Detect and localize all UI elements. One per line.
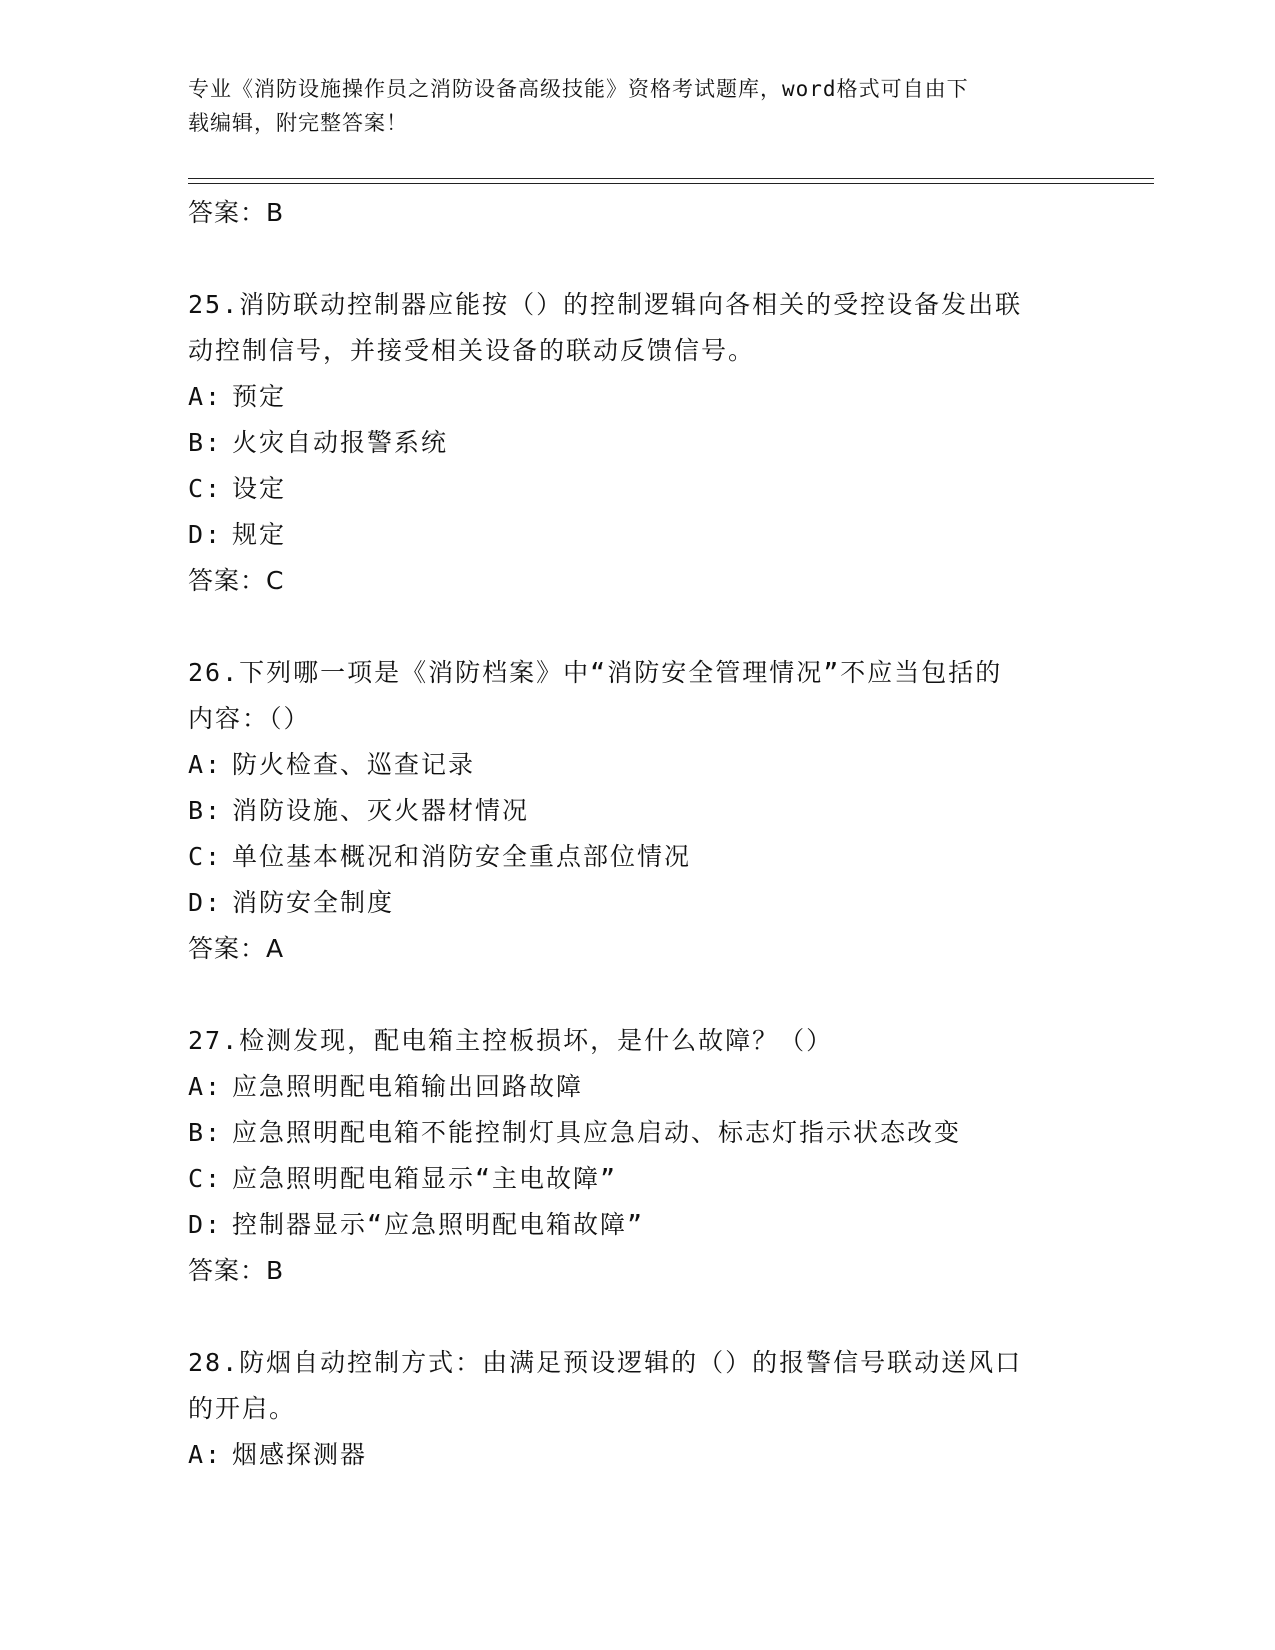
question-answer: 答案：C	[188, 566, 285, 595]
option-letter: A:	[188, 1440, 223, 1469]
option-text: 控制器显示“应急照明配电箱故障”	[232, 1210, 645, 1239]
option-text: 单位基本概况和消防安全重点部位情况	[232, 842, 692, 871]
option-letter: D:	[188, 520, 223, 549]
spacer	[188, 1294, 1088, 1340]
question-stem-line-1: 26.下列哪一项是《消防档案》中“消防安全管理情况”不应当包括的	[188, 658, 1003, 687]
header-line-2: 载编辑，附完整答案！	[188, 111, 408, 135]
option-c	[188, 1156, 1088, 1202]
question-stem-line-1: 27.检测发现，配电箱主控板损坏，是什么故障？（）	[188, 1026, 834, 1055]
spacer	[188, 972, 1088, 1018]
option-letter: D:	[188, 888, 223, 917]
question-stem-line-2: 内容：（）	[188, 704, 311, 733]
option-d	[188, 1202, 1088, 1248]
option-d	[188, 880, 1088, 926]
option-a	[188, 1064, 1088, 1110]
option-b	[188, 420, 1088, 466]
question-answer: 答案：A	[188, 934, 285, 963]
option-letter: B:	[188, 428, 223, 457]
option-c	[188, 466, 1088, 512]
option-a	[188, 374, 1088, 420]
document-header	[188, 72, 1068, 140]
question-28	[188, 1340, 1088, 1478]
question-stem-line-1: 25.消防联动控制器应能按（）的控制逻辑向各相关的受控设备发出联	[188, 290, 1023, 319]
option-a	[188, 1432, 1088, 1478]
option-b	[188, 788, 1088, 834]
option-letter: D:	[188, 1210, 223, 1239]
header-line-1: 专业《消防设施操作员之消防设备高级技能》资格考试题库，word格式可自由下	[188, 77, 969, 101]
option-letter: A:	[188, 750, 223, 779]
header-divider-bottom	[188, 183, 1154, 184]
option-letter: B:	[188, 1118, 223, 1147]
option-letter: B:	[188, 796, 223, 825]
question-25	[188, 282, 1088, 604]
option-text: 设定	[232, 474, 287, 503]
question-stem-line-1: 28.防烟自动控制方式：由满足预设逻辑的（）的报警信号联动送风口	[188, 1348, 1023, 1377]
spacer	[188, 604, 1088, 650]
question-answer: 答案：B	[188, 1256, 285, 1285]
spacer	[188, 236, 1088, 282]
option-b	[188, 1110, 1088, 1156]
option-a	[188, 742, 1088, 788]
option-text: 消防安全制度	[232, 888, 395, 917]
option-text: 防火检查、巡查记录	[232, 750, 476, 779]
option-c	[188, 834, 1088, 880]
question-stem-line-2: 动控制信号，并接受相关设备的联动反馈信号。	[188, 336, 756, 365]
option-text: 规定	[232, 520, 287, 549]
option-text: 预定	[232, 382, 287, 411]
previous-answer: 答案：B	[188, 198, 285, 227]
option-letter: C:	[188, 1164, 223, 1193]
option-text: 火灾自动报警系统	[232, 428, 449, 457]
option-text: 应急照明配电箱显示“主电故障”	[232, 1164, 618, 1193]
option-text: 应急照明配电箱输出回路故障	[232, 1072, 584, 1101]
option-letter: C:	[188, 474, 223, 503]
option-letter: A:	[188, 1072, 223, 1101]
question-list	[188, 190, 1088, 1478]
option-text: 应急照明配电箱不能控制灯具应急启动、标志灯指示状态改变	[232, 1118, 962, 1147]
option-letter: A:	[188, 382, 223, 411]
option-text: 消防设施、灭火器材情况	[232, 796, 530, 825]
question-26	[188, 650, 1088, 972]
header-divider-top	[188, 178, 1154, 179]
question-stem-line-2: 的开启。	[188, 1394, 297, 1423]
question-27	[188, 1018, 1088, 1294]
option-d	[188, 512, 1088, 558]
option-letter: C:	[188, 842, 223, 871]
option-text: 烟感探测器	[232, 1440, 368, 1469]
